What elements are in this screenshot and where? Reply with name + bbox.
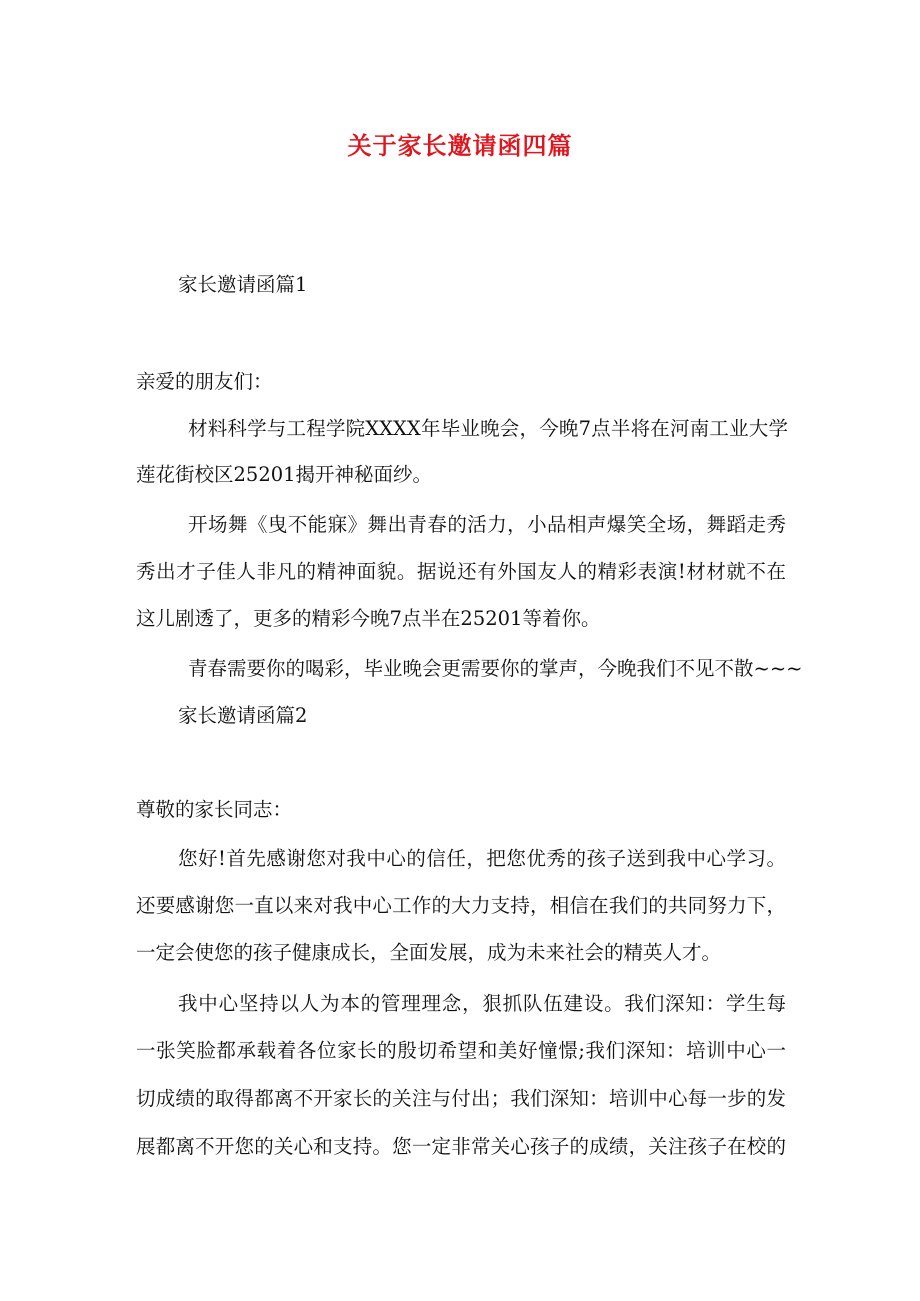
section2-p2-line2: 一张笑脸都承载着各位家长的殷切希望和美好憧憬;我们深知：培训中心一 — [136, 1039, 786, 1062]
section1-salutation: 亲爱的朋友们： — [136, 370, 273, 393]
section2-p1-line3: 一定会使您的孩子健康成长，全面发展，成为未来社会的精英人才。 — [136, 941, 722, 964]
section2-heading: 家长邀请函篇2 — [178, 704, 308, 727]
section1-p2-line2: 秀出才子佳人非凡的精神面貌。据说还有外国友人的精彩表演!材材就不在 — [136, 560, 786, 583]
section2-p2-line4: 展都离不开您的关心和支持。您一定非常关心孩子的成绩，关注孩子在校的 — [136, 1135, 786, 1158]
section2-salutation: 尊敬的家长同志： — [136, 798, 293, 821]
section1-p2-line1: 开场舞《曳不能寐》舞出青春的活力，小品相声爆笑全场，舞蹈走秀 — [188, 513, 786, 536]
document-title: 关于家长邀请函四篇 — [347, 132, 573, 160]
section1-p2-line3: 这儿剧透了，更多的精彩今晚7点半在25201等着你。 — [136, 607, 601, 630]
section1-p1-line1: 材料科学与工程学院XXXX年毕业晚会，今晚7点半将在河南工业大学 — [188, 417, 788, 440]
section1-p1-line2: 莲花街校区25201揭开神秘面纱。 — [136, 463, 433, 486]
section2-p2-line1: 我中心坚持以人为本的管理理念，狠抓队伍建设。我们深知：学生每 — [178, 992, 786, 1015]
section1-p3-line1: 青春需要你的喝彩，毕业晚会更需要你的掌声，今晚我们不见不散~~~ — [188, 657, 803, 680]
section1-heading: 家长邀请函篇1 — [178, 273, 308, 296]
section2-p1-line2: 还要感谢您一直以来对我中心工作的大力支持，相信在我们的共同努力下， — [136, 894, 786, 917]
section2-p2-line3: 切成绩的取得都离不开家长的关注与付出；我们深知：培训中心每一步的发 — [136, 1087, 786, 1110]
section2-p1-line1: 您好!首先感谢您对我中心的信任，把您优秀的孩子送到我中心学习。 — [178, 847, 786, 870]
